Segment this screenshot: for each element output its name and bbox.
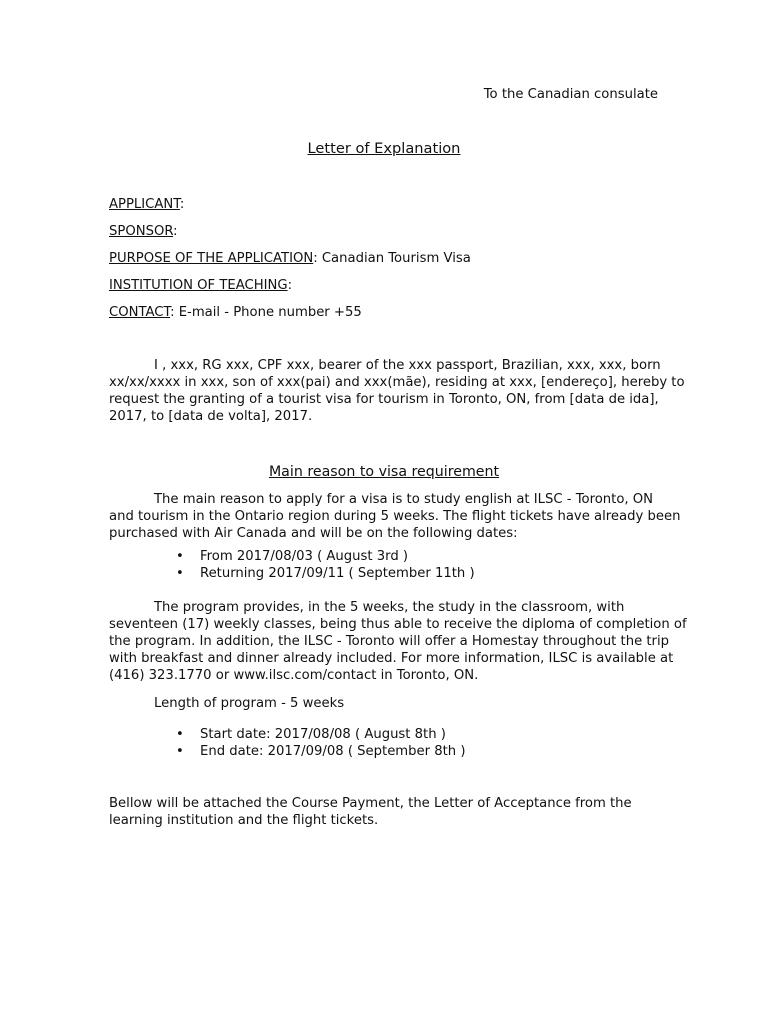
field-sponsor: [109, 223, 471, 240]
list-item-text: Start date: 2017/08/08 ( August 8th ): [200, 727, 446, 742]
bullet-icon: •: [176, 566, 184, 581]
list-item: [109, 565, 659, 582]
program-dates-list: [109, 726, 659, 760]
field-value: : Canadian Tourism Visa: [313, 251, 471, 266]
list-item-text: Returning 2017/09/11 ( September 11th ): [200, 566, 475, 581]
applicant-fields: [109, 196, 471, 331]
paragraph-line: I , xxx, RG xxx, CPF xxx, bearer of the xxx passport, Brazilian, xxx, xxx, born: [154, 358, 661, 373]
paragraph-line: the program. In addition, the ILSC - Toronto will offer a Homestay throughout the trip: [109, 634, 669, 649]
paragraph-line: The main reason to apply for a visa is to study english at ILSC - Toronto, ON: [154, 492, 654, 507]
main-reason-paragraph: [109, 491, 681, 588]
program-dates: [109, 720, 659, 766]
paragraph-line: and tourism in the Ontario region during 5 weeks. The flight tickets have already been: [109, 509, 681, 524]
paragraph-line: 2017, to [data de volta], 2017.: [109, 409, 313, 424]
list-item-text: From 2017/08/03 ( August 3rd ): [200, 549, 409, 564]
bullet-icon: •: [176, 744, 184, 759]
field-label: APPLICANT: [109, 197, 180, 212]
list-item: [109, 548, 659, 565]
paragraph-line: Bellow will be attached the Course Payment, the Letter of Acceptance from the: [109, 796, 632, 811]
field-institution: [109, 277, 471, 294]
paragraph-line: xx/xx/xxxx in xxx, son of xxx(pai) and xxx(mãe), residing at xxx, [endereço], hereby to: [109, 375, 685, 390]
field-value: : E-mail - Phone number +55: [170, 305, 362, 320]
field-contact: [109, 304, 471, 321]
field-label: CONTACT: [109, 305, 171, 320]
field-label: INSTITUTION OF TEACHING: [109, 278, 288, 293]
paragraph-line: seventeen (17) weekly classes, being thus able to receive the diploma of completion of: [109, 617, 687, 632]
field-label: PURPOSE OF THE APPLICATION: [109, 251, 314, 266]
recipient-line: To the Canadian consulate: [483, 87, 658, 102]
list-item-text: End date: 2017/09/08 ( September 8th ): [200, 744, 466, 759]
list-item: [109, 743, 659, 760]
bullet-icon: •: [176, 727, 184, 742]
paragraph-line: purchased with Air Canada and will be on the following dates:: [109, 526, 518, 541]
closing-paragraph: [109, 795, 659, 829]
list-item: [109, 726, 659, 743]
paragraph-line: The program provides, in the 5 weeks, the study in the classroom, with: [154, 600, 625, 615]
field-value: :: [179, 197, 185, 212]
field-applicant: [109, 196, 471, 213]
program-length: Length of program - 5 weeks: [154, 696, 345, 711]
paragraph-line: (416) 323.1770 or www.ilsc.com/contact in Toronto, ON.: [109, 668, 479, 683]
field-purpose: [109, 250, 471, 267]
program-paragraph: [109, 599, 687, 684]
field-label: SPONSOR: [109, 224, 174, 239]
bullet-icon: •: [176, 549, 184, 564]
section-heading: Main reason to visa requirement: [268, 464, 500, 480]
field-value: :: [287, 278, 293, 293]
paragraph-line: with breakfast and dinner already included. For more information, ILSC is available at: [109, 651, 674, 666]
field-value: :: [173, 224, 178, 239]
paragraph-line: learning institution and the flight tickets.: [109, 813, 379, 828]
intro-paragraph: [109, 357, 685, 425]
flight-dates-list: [109, 548, 659, 582]
page-title: Letter of Explanation: [307, 140, 461, 157]
paragraph-line: request the granting of a tourist visa for tourism in Toronto, ON, from [data de ida],: [109, 392, 659, 407]
